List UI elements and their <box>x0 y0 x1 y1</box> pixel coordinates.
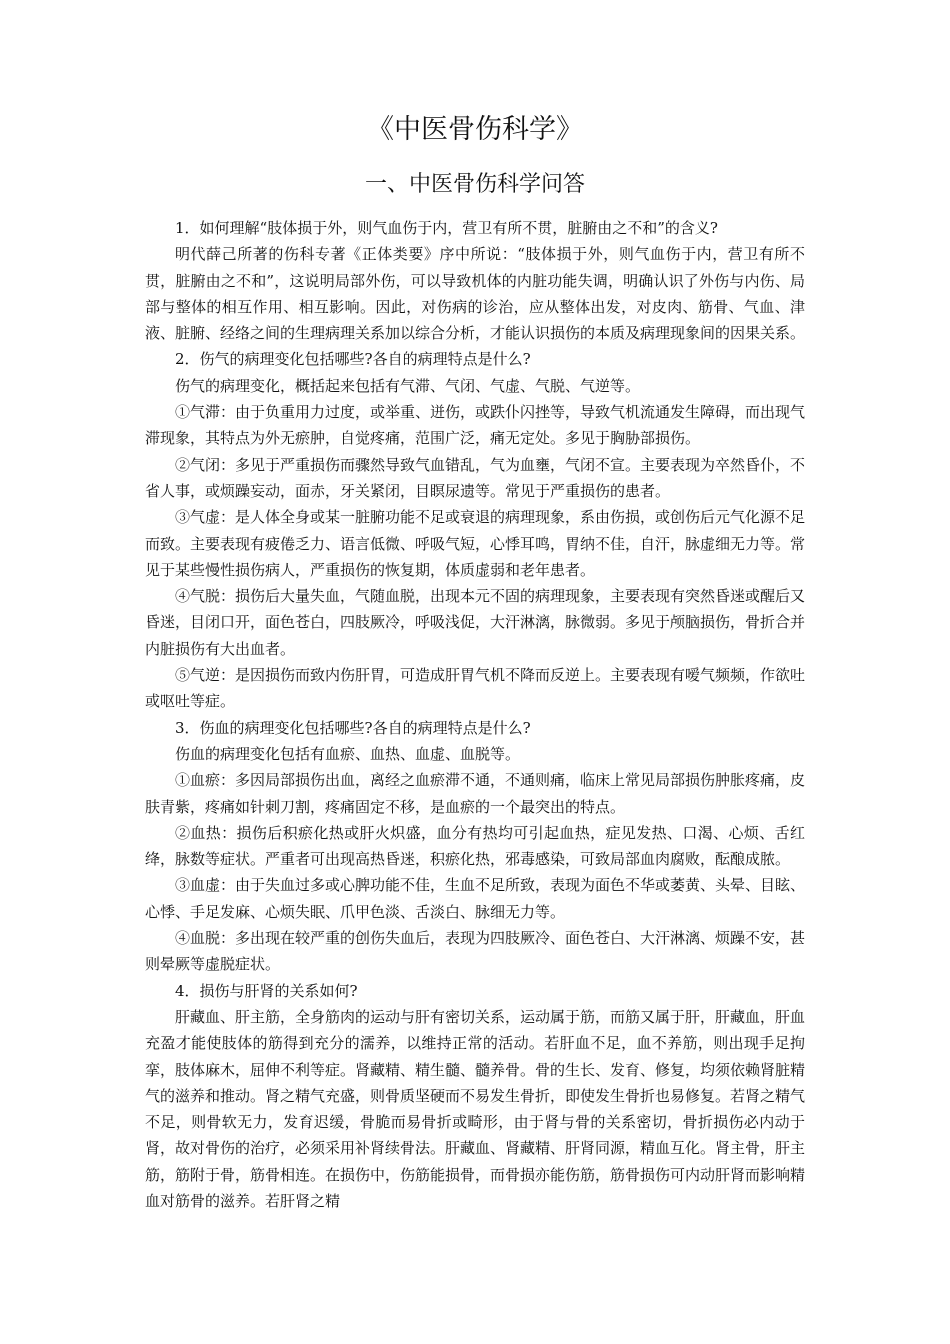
answer-3-intro: 伤血的病理变化包括有血瘀、血热、血虚、血脱等。 <box>175 744 521 763</box>
document-body <box>145 215 805 1214</box>
answer-2-intro: 伤气的病理变化，概括起来包括有气滞、气闭、气虚、气脱、气逆等。 <box>175 376 641 395</box>
answer-3-blood-deficiency: ③血虚：由于失血过多或心脾功能不佳，生血不足所致，表现为面色不华或萎黄、头晕、目眩、心悸、手足发麻、心烦失眠、爪甲色淡、舌淡白、脉细无力等。 <box>145 876 806 921</box>
answer-2-qi-counterflow: ⑤气逆：是因损伤而致内伤肝胃，可造成肝胃气机不降而反逆上。主要表现有嗳气频频，作欲吐或呕吐等症。 <box>145 666 806 711</box>
answer-4: 肝藏血、肝主筋，全身筋肉的运动与肝有密切关系，运动属于筋，而筋又属于肝，肝藏血，肝血充盈才能使肢体的筋得到充分的濡养，以维持正常的活动。若肝血不足，血不养筋，则出现手足拘挛，肢体麻木，屈伸不利等症。肾藏精、精生髓、髓养骨。骨的生长、发育、修复，均须依赖肾脏精气的滋养和推动。肾之精气充盛，则骨质坚硬而不易发生骨折，即使发生骨折也易修复。若肾之精气不足，则骨软无力，发育迟缓，骨脆而易骨折或畸形，由于肾与骨的关系密切，骨折损伤必内动于肾，故对骨伤的治疗，必须采用补肾续骨法。肝藏血、肾藏精、肝肾同源，精血互化。肾主骨，肝主筋，筋附于骨，筋骨相连。在损伤中，伤筋能损骨，而骨损亦能伤筋，筋骨损伤可内动肝肾而影响精血对筋骨的滋养。若肝肾之精 <box>145 1007 806 1210</box>
question-3: 3．伤血的病理变化包括哪些?各自的病理特点是什么? <box>175 718 531 737</box>
answer-3-blood-stasis: ①血瘀：多因局部损伤出血，离经之血瘀滞不通，不通则痛，临床上常见局部损伤肿胀疼痛，皮肤青紫，疼痛如针刺刀割，疼痛固定不移，是血瘀的一个最突出的特点。 <box>145 771 806 816</box>
answer-2-qi-collapse: ④气脱：损伤后大量失血，气随血脱，出现本元不固的病理现象，主要表现有突然昏迷或醒后又昏迷，目闭口开，面色苍白，四肢厥冷，呼吸浅促，大汗淋漓，脉微弱。多见于颅脑损伤，骨折合并内脏损伤有大出血者。 <box>145 587 806 658</box>
section-title: 一、中医骨伤科学问答 <box>364 172 585 197</box>
answer-2-qi-stagnation: ①气滞：由于负重用力过度，或举重、迸伤，或跌仆闪挫等，导致气机流通发生障碍，而出现气滞现象，其特点为外无瘀肿，自觉疼痛，范围广泛，痛无定处。多见于胸胁部损伤。 <box>145 403 806 448</box>
question-1: 1．如何理解“肢体损于外，则气血伤于内，营卫有所不贯，脏腑由之不和”的含义? <box>175 219 718 237</box>
question-2: 2．伤气的病理变化包括哪些?各自的病理特点是什么? <box>175 350 531 369</box>
document-title: 《中医骨伤科学》 <box>367 114 583 145</box>
answer-2-qi-deficiency: ③气虚：是人体全身或某一脏腑功能不足或衰退的病理现象，系由伤损，或创伤后元气化源不足而致。主要表现有疲倦乏力、语言低微、呼吸气短，心悸耳鸣，胃纳不佳，自汗，脉虚细无力等。常见于某些慢性损伤病人，严重损伤的恢复期，体质虚弱和老年患者。 <box>145 508 806 579</box>
answer-1: 明代薛己所著的伤科专著《正体类要》序中所说：“肢体损于外，则气血伤于内，营卫有所不贯，脏腑由之不和”，这说明局部外伤，可以导致机体的内脏功能失调，明确认识了外伤与内伤、局部与整体的相互作用、相互影响。因此，对伤病的诊治，应从整体出发，对皮肉、筋骨、气血、津液、脏腑、经络之间的生理病理关系加以综合分析，才能认识损伤的本质及病理现象间的因果关系。 <box>145 245 806 343</box>
question-4: 4．损伤与肝肾的关系如何? <box>175 981 358 1000</box>
answer-2-qi-blockage: ②气闭：多见于严重损伤而骤然导致气血错乱，气为血壅，气闭不宣。主要表现为卒然昏仆，不省人事，或烦躁妄动，面赤，牙关紧闭，目瞑尿遗等。常见于严重损伤的患者。 <box>145 455 806 500</box>
answer-3-blood-collapse: ④血脱：多出现在较严重的创伤失血后，表现为四肢厥冷、面色苍白、大汗淋漓、烦躁不安，甚则晕厥等虚脱症状。 <box>145 929 806 974</box>
answer-3-blood-heat: ②血热：损伤后积瘀化热或肝火炽盛，血分有热均可引起血热，症见发热、口渴、心烦、舌红绛，脉数等症状。严重者可出现高热昏迷，积瘀化热，邪毒感染，可致局部血肉腐败，酝酿成脓。 <box>145 823 805 869</box>
